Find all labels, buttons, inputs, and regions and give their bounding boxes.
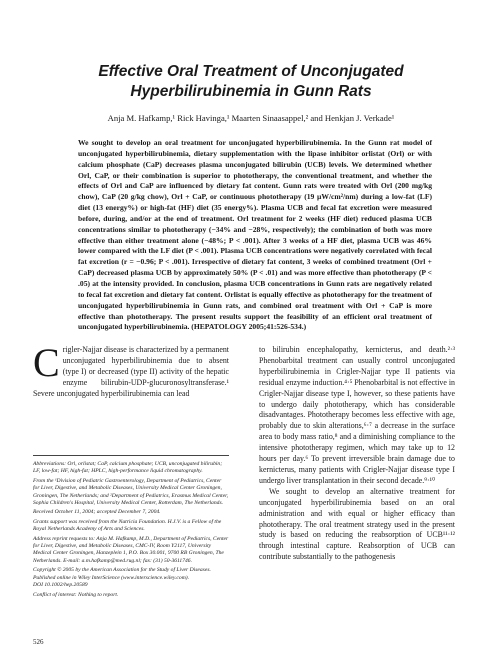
note-abbreviations: Abbreviations: Orl, orlistat; CaP, calcium phosphate; UCB, unconjugated bilirubin; LF, low-fat; HF, high-fat; HPLC, high-performance liquid chromatography. [33,461,223,475]
abstract: We sought to develop an oral treatment for unconjugated hyperbilirubinemia. In the Gunn rat model of unconjugated hyperbilirubinemia, dietary supplementation with the lipase inhibitor orlistat (Orl) or with calcium phosphate (CaP) decreases plasma unconjugated bilirubin (UCB) levels. We determined whether Orl, CaP, or their combination is superior to phototherapy, the conventional treatment, and whether the effects of Orl and CaP are influenced by dietary fat content. Gunn rats were treated with Orl (200 mg/kg chow), CaP (20 g/kg chow), Orl + CaP, or continuous phototherapy (19 µW/cm²/nm) during a low-fat (LF) diet (13 energy%) or high-fat (HF) diet (35 energy%). Plasma UCB and fecal fat excretion were measured before, during, and/or at the end of treatment. Orl treatment for 2 weeks (HF diet) reduced plasma UCB concentrations similar to phototherapy (−34% and −28%, respectively); the combination of both was more effective than either treatment alone (−48%; P < .001). After 3 weeks of a HF diet, plasma UCB was 46% lower compared with the LF diet (P < .001). Plasma UCB concentrations were negatively correlated with fecal fat excretion (r = −0.96; P < .001). Irrespective of dietary fat content, 3 weeks of combined treatment (Orl + CaP) decreased plasma UCB by approximately 50% (P < .01) and was more effective than phototherapy (P < .05) at the intensity provided. In conclusion, plasma UCB concentrations in Gunn rats are negatively related to fecal fat excretion and dietary fat content. Orlistat is equally effective as phototherapy for the treatment of unconjugated hyperbilirubinemia in Gunn rats, and combined oral treatment with Orl + CaP is more effective than phototherapy. The present results support the feasibility of an efficient oral treatment of unconjugated hyperbilirubinemia. (HEPATOLOGY 2005;41:526-534.) [78,138,432,332]
body-column-right [259,345,455,563]
intro-paragraph: rigler-Najjar disease is characterized by a permanent unconjugated hyperbilirubinemia due to absent (type I) or decreased (type II) activity of the hepatic enzyme bilirubin-UDP-glucuronosyltransferase.¹ Severe unconjugated hyperbilirubinemia can lead [33,345,229,398]
page-number: 526 [33,638,44,646]
note-affiliation: From the ¹Division of Pediatric Gastroenterology, Department of Pediatrics, Center for Liver, Digestive, and Metabolic Diseases, University Medical Center Groningen, Groningen, The Netherlands; and ²Department of Pediatrics, Erasmus Medical Center, Sophia Children's Hospital, University Medical Center, Rotterdam, The Netherlands. [33,477,229,507]
note-address: Address reprint requests to: Anja M. Hafkamp, M.D., Department of Pediatrics, Center for Liver, Digestive, and Metabolic Diseases, CMC-IV, Room Y2117, University Medical Center Groningen, Hanzeplein 1, P.O. Box 30.001, 9700 RB Groningen, The Netherlands. E-mail: a.m.hafkamp@med.rug.nl; fax: (31) 50-3611746. [33,535,229,564]
title-line-1: Effective Oral Treatment of Unconjugated [98,63,404,80]
drop-cap: C [33,340,60,385]
body-column-left [33,340,229,400]
author-list: Anja M. Hafkamp,¹ Rick Havinga,¹ Maarten Sinaasappel,² and Henkjan J. Verkade¹ [107,113,395,123]
footnotes [33,461,229,599]
footnote-divider [33,455,229,456]
note-grants: Grants support was received from the Nutricia Foundation. H.J.V. is a Fellow of the Royal Netherlands Academy of Arts and Sciences. [33,518,222,533]
note-doi: DOI 10.1002/hep.20589 [33,582,88,589]
note-conflict: Conflict of interest: Nothing to report. [33,591,119,598]
note-copyright: Copyright © 2005 by the American Association for the Study of Liver Diseases. Published online in Wiley InterScience (www.interscience.wiley.com). [33,567,211,581]
title-line-2: Hyperbilirubinemia in Gunn Rats [130,83,372,100]
right-paragraph-2: We sought to develop an alternative treatment for unconjugated hyperbilirubinemia based on an oral administration and with equal or higher efficacy than phototherapy. The oral treatment strategy used in the present study is based on reducing the reabsorption of UCB¹¹·¹² through intestinal capture. Reabsorption of UCB can contribute substantially to the pathogenesis [259,486,455,562]
note-received: Received October 11, 2004; accepted December 7, 2004. [33,509,161,516]
right-paragraph-1: to bilirubin encephalopathy, kernicterus, and death.²·³ Phenobarbital treatment can usually control unconjugated hyperbilirubinemia in Crigler-Najjar type II patients via residual enzyme induction.⁴·⁵ Phenobarbital is not effective in Crigler-Najjar disease type I, however, so these patients have to undergo daily phototherapy, which has considerable disadvantages. Phototherapy becomes less effective with age, probably due to skin alterations,⁶·⁷ a decrease in the surface area to body mass ratio,⁸ and a diminishing compliance to the intensive phototherapy regimen, which may take up to 12 hours per day.⁶ To prevent irreversible brain damage due to kernicterus, many patients with Crigler-Najjar disease type I undergo liver transplantation in their second decade.⁹·¹⁰ [259,345,455,485]
article-title [0,62,502,102]
